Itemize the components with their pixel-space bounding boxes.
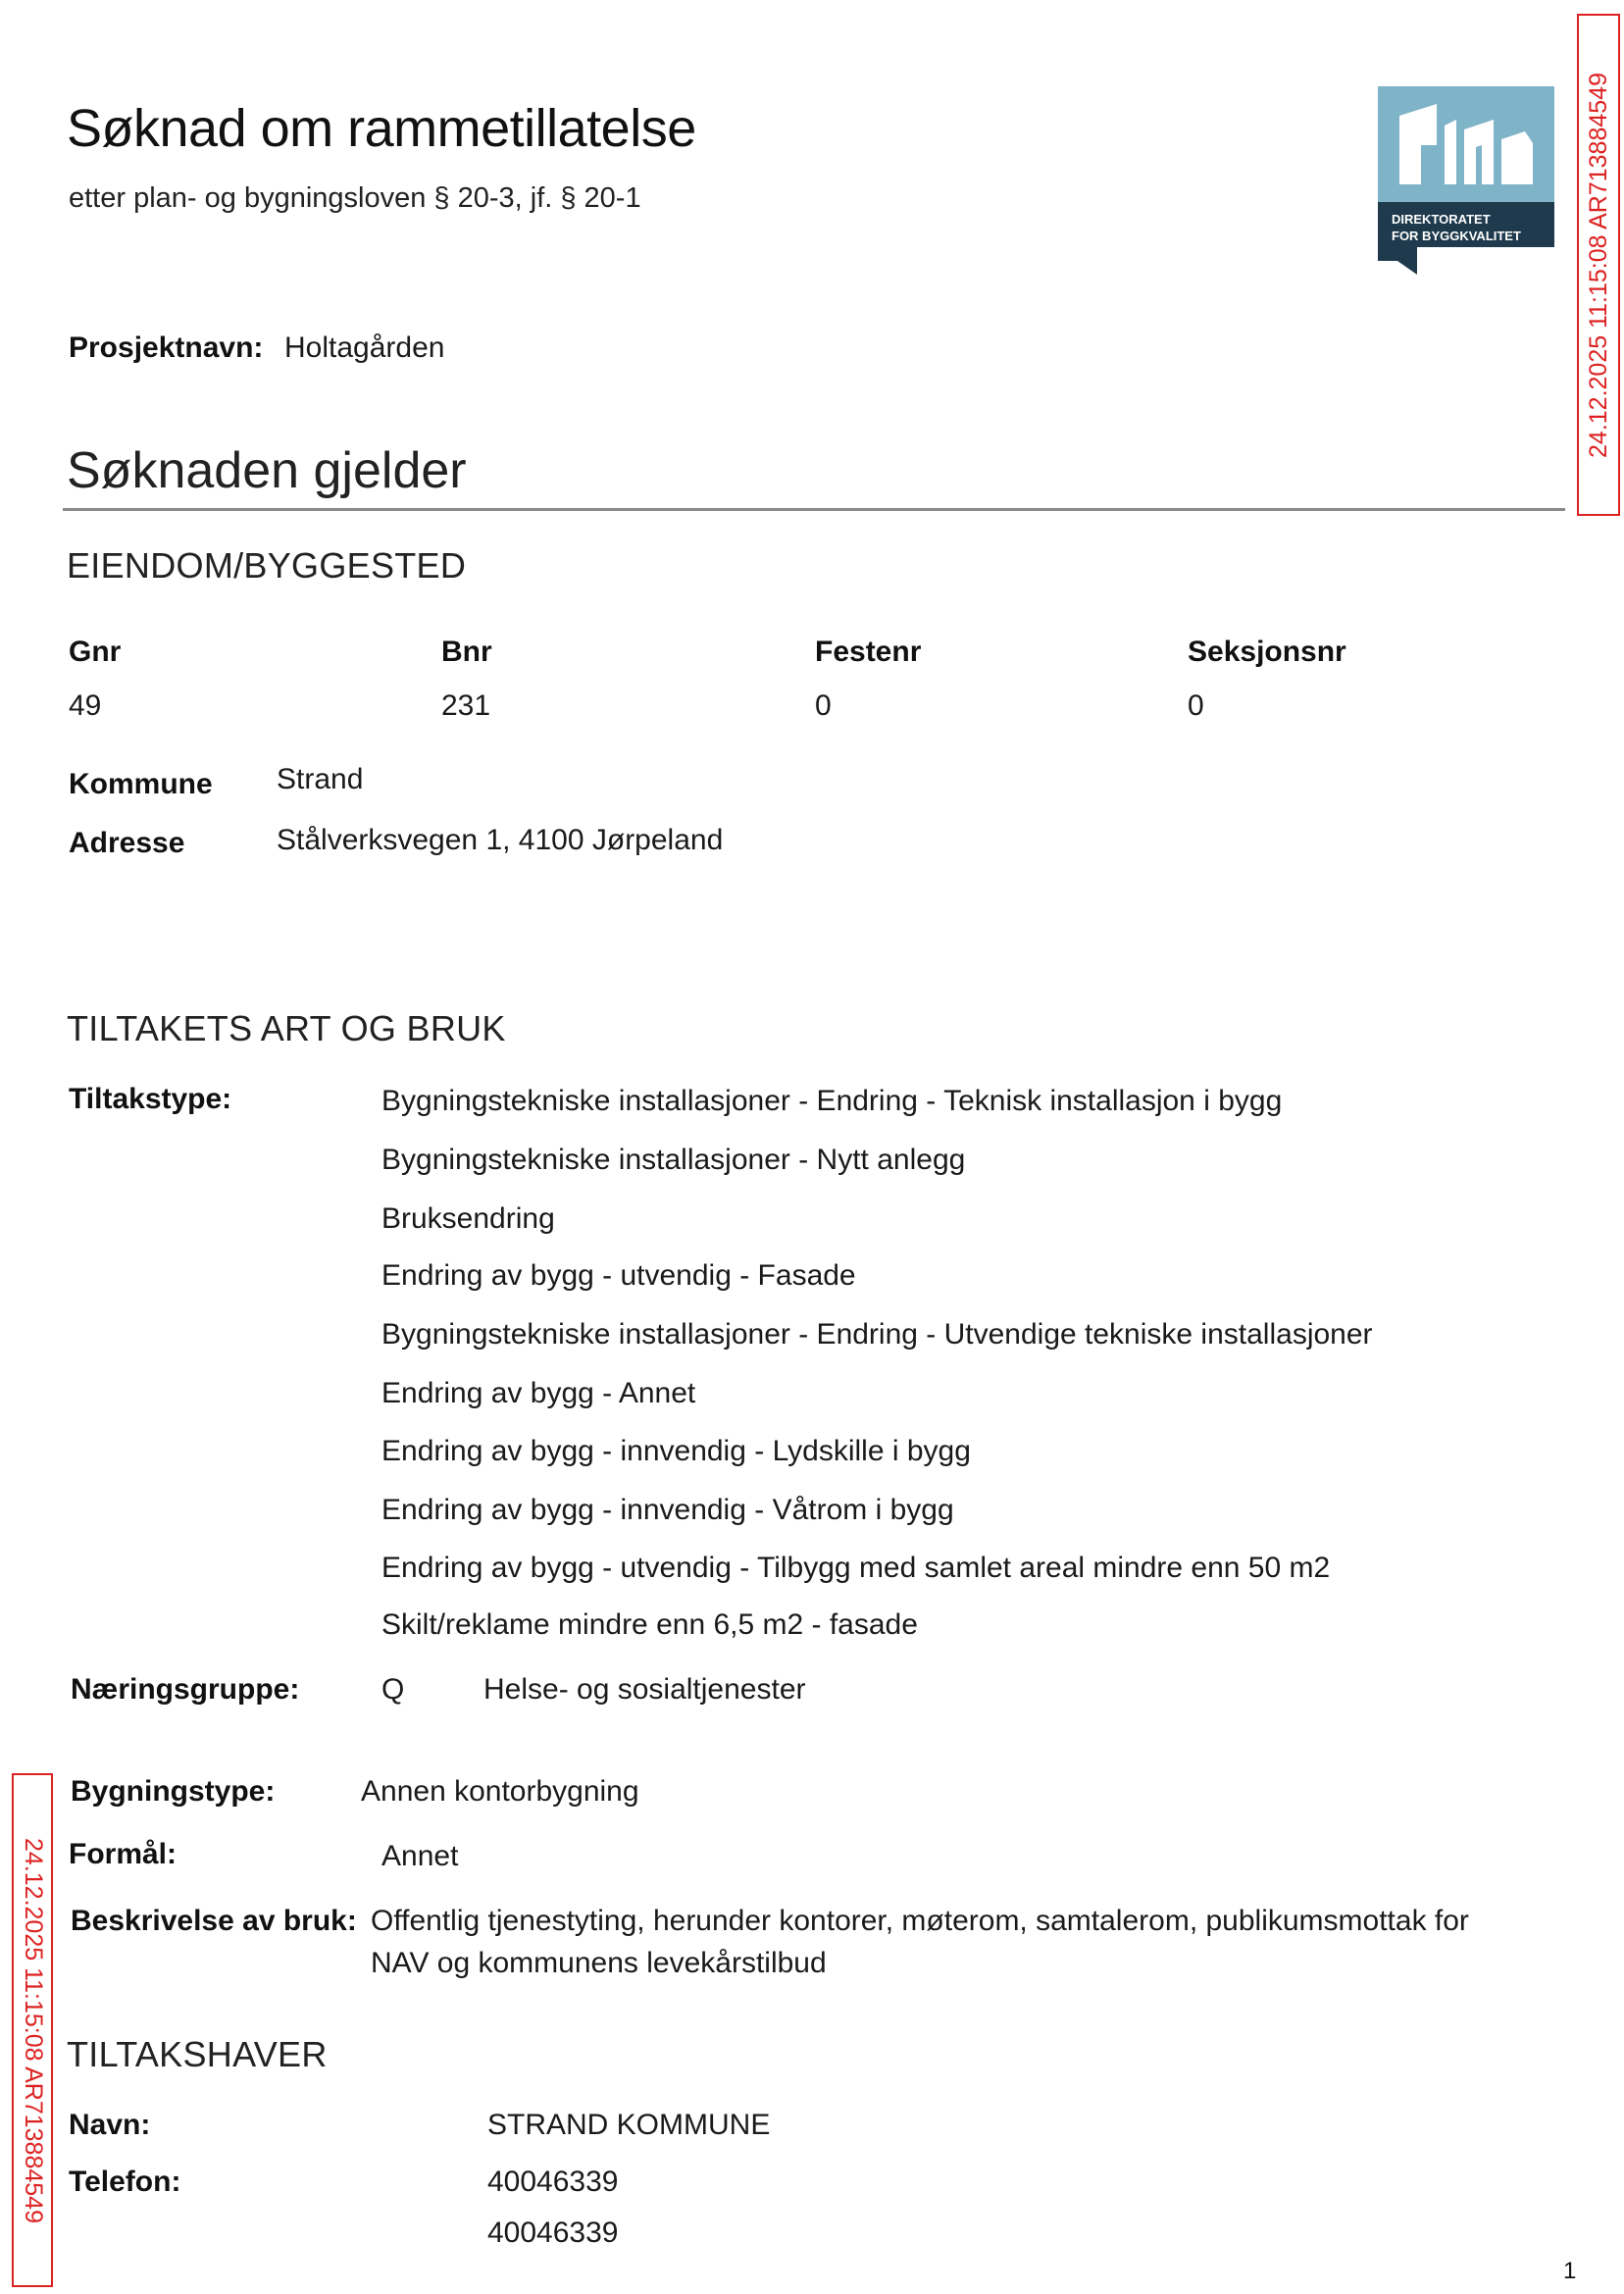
- adresse-label: Adresse: [69, 827, 185, 859]
- naeringsgruppe-code: Q: [381, 1673, 405, 1706]
- tiltakstype-item: Bygningstekniske installasjoner - Endring - Teknisk installasjon i bygg: [381, 1085, 1283, 1117]
- beskrivelse-label: Beskrivelse av bruk:: [71, 1905, 357, 1937]
- section-heading-tiltakshaver: TILTAKSHAVER: [67, 2034, 328, 2074]
- naeringsgruppe-value: Helse- og sosialtjenester: [483, 1673, 806, 1706]
- section-heading-tiltak: TILTAKETS ART OG BRUK: [67, 1008, 506, 1048]
- tiltakstype-item: Bruksendring: [381, 1202, 555, 1235]
- bnr-header: Bnr: [441, 636, 492, 668]
- document-title: Søknad om rammetillatelse: [67, 99, 696, 158]
- tiltakstype-item: Endring av bygg - innvendig - Våtrom i bygg: [381, 1494, 954, 1526]
- page-number: 1: [1563, 2258, 1577, 2284]
- project-label: Prosjektnavn:: [69, 331, 264, 364]
- bygningstype-label: Bygningstype:: [71, 1775, 276, 1808]
- dibk-logo: [1378, 86, 1554, 275]
- section-divider: [63, 508, 1565, 511]
- festenr-value: 0: [815, 689, 832, 722]
- document-subtitle: etter plan- og bygningsloven § 20-3, jf. § 20-1: [69, 182, 641, 214]
- gnr-value: 49: [69, 689, 102, 722]
- section-heading-eiendom: EIENDOM/BYGGESTED: [67, 545, 467, 586]
- bnr-value: 231: [441, 689, 491, 722]
- naeringsgruppe-label: Næringsgruppe:: [71, 1673, 300, 1706]
- bygningstype-value: Annen kontorbygning: [361, 1775, 639, 1808]
- tiltakstype-item: Endring av bygg - utvendig - Tilbygg med samlet areal mindre enn 50 m2: [381, 1552, 1331, 1584]
- section-heading-soknaden: Søknaden gjelder: [67, 442, 467, 499]
- timestamp-stamp-right: [1577, 14, 1620, 516]
- kommune-value: Strand: [277, 763, 364, 795]
- tiltakstype-label: Tiltakstype:: [69, 1083, 232, 1115]
- adresse-value: Stålverksvegen 1, 4100 Jørpeland: [277, 824, 724, 856]
- formal-value: Annet: [381, 1840, 459, 1872]
- gnr-header: Gnr: [69, 636, 122, 668]
- seksjonsnr-header: Seksjonsnr: [1188, 636, 1346, 668]
- project-value: Holtagården: [284, 331, 445, 364]
- beskrivelse-line2: NAV og kommunens levekårstilbud: [371, 1947, 827, 1979]
- tiltakstype-item: Skilt/reklame mindre enn 6,5 m2 - fasade: [381, 1608, 918, 1641]
- kommune-label: Kommune: [69, 768, 213, 800]
- telefon-value: 40046339: [487, 2217, 619, 2249]
- tiltakstype-item: Bygningstekniske installasjoner - Endring - Utvendige tekniske installasjoner: [381, 1318, 1373, 1351]
- logo-text-line2: FOR BYGGKVALITET: [1392, 229, 1521, 243]
- tiltakstype-item: Endring av bygg - Annet: [381, 1377, 696, 1409]
- navn-value: STRAND KOMMUNE: [487, 2109, 771, 2141]
- stamp-text: 24.12.2025 11:15:08 AR713884549: [1584, 72, 1612, 458]
- formal-label: Formål:: [69, 1838, 178, 1870]
- seksjonsnr-value: 0: [1188, 689, 1204, 722]
- festenr-header: Festenr: [815, 636, 922, 668]
- telefon-value: 40046339: [487, 2166, 619, 2198]
- beskrivelse-line1: Offentlig tjenestyting, herunder kontorer, møterom, samtalerom, publikumsmottak for: [371, 1905, 1469, 1937]
- tiltakstype-item: Endring av bygg - utvendig - Fasade: [381, 1259, 856, 1292]
- tiltakstype-item: Endring av bygg - innvendig - Lydskille i bygg: [381, 1435, 971, 1467]
- tiltakstype-item: Bygningstekniske installasjoner - Nytt anlegg: [381, 1144, 966, 1176]
- navn-label: Navn:: [69, 2109, 151, 2141]
- telefon-label: Telefon:: [69, 2166, 181, 2198]
- logo-text-line1: DIREKTORATET: [1392, 212, 1491, 227]
- stamp-text: 24.12.2025 11:15:08 AR713884549: [19, 1837, 47, 2223]
- timestamp-stamp-left: [12, 1773, 53, 2287]
